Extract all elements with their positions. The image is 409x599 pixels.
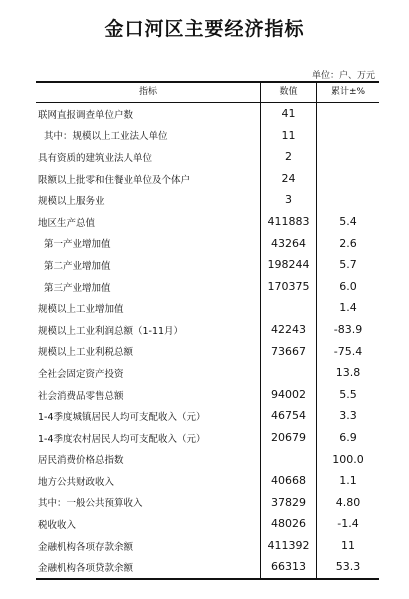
row-indicator: 规模以上工业利税总额 [38, 347, 134, 359]
row-value: 40668 [260, 470, 317, 492]
table-row [36, 341, 379, 363]
row-value: 411392 [260, 535, 317, 557]
row-value: 66313 [260, 556, 317, 578]
table-row [36, 513, 379, 535]
row-indicator: 金融机构各项存款余额 [38, 541, 134, 553]
table-row [36, 233, 379, 255]
row-value [260, 362, 317, 384]
row-indicator: 第三产业增加值 [44, 282, 111, 294]
row-value: 198244 [260, 254, 317, 276]
header-cumulative: 累计±% [330, 87, 366, 97]
row-indicator: 限额以上批零和住餐业单位及个体户 [38, 174, 191, 186]
row-cumulative: 6.9 [339, 430, 357, 444]
row-indicator: 居民消费价格总指数 [38, 455, 124, 467]
row-cumulative: 1.1 [339, 474, 357, 488]
row-cumulative [317, 103, 379, 125]
table-header [36, 83, 379, 103]
row-indicator: 规模以上服务业 [38, 196, 105, 208]
row-value: 20679 [260, 427, 317, 449]
row-indicator: 联网直报调查单位户数 [38, 109, 134, 121]
row-cumulative: 2.6 [339, 236, 357, 250]
row-cumulative: 6.0 [339, 279, 357, 293]
row-value: 73667 [260, 341, 317, 363]
header-indicator: 指标 [138, 87, 157, 97]
row-value [260, 297, 317, 319]
row-indicator: 其中：规模以上工业法人单位 [44, 131, 168, 143]
row-value: 24 [260, 168, 317, 190]
table-row [36, 319, 379, 341]
row-cumulative: 4.80 [335, 495, 361, 509]
row-value: 170375 [260, 276, 317, 298]
table-row [36, 211, 379, 233]
row-cumulative: 11 [341, 538, 355, 552]
row-cumulative: -75.4 [333, 344, 363, 358]
row-cumulative [317, 189, 379, 211]
table-row [36, 103, 379, 125]
row-value: 41 [260, 103, 317, 125]
table-row [36, 276, 379, 298]
row-cumulative: -1.4 [337, 517, 359, 531]
row-value: 2 [260, 146, 317, 168]
table-row [36, 449, 379, 471]
row-cumulative: 100.0 [332, 452, 364, 466]
table-row [36, 427, 379, 449]
table-row [36, 492, 379, 514]
row-cumulative: 5.7 [339, 258, 357, 272]
table-row [36, 168, 379, 190]
row-indicator: 地方公共财政收入 [38, 476, 115, 488]
table-body [36, 103, 379, 578]
row-value: 411883 [260, 211, 317, 233]
table-row [36, 189, 379, 211]
row-cumulative [317, 125, 379, 147]
page-title: 金口河区主要经济指标 [104, 18, 305, 40]
row-indicator: 1-4季度城镇居民人均可支配收入（元） [38, 412, 206, 424]
row-value [260, 449, 317, 471]
row-value: 46754 [260, 405, 317, 427]
row-indicator: 第二产业增加值 [44, 260, 111, 272]
row-indicator: 其中：一般公共预算收入 [38, 498, 143, 510]
table-row [36, 384, 379, 406]
table-row [36, 535, 379, 557]
row-indicator: 金融机构各项贷款余额 [38, 563, 134, 575]
table-row [36, 254, 379, 276]
row-value: 11 [260, 125, 317, 147]
row-cumulative [317, 146, 379, 168]
row-indicator: 具有资质的建筑业法人单位 [38, 152, 153, 164]
table-row [36, 556, 379, 578]
row-indicator: 地区生产总值 [38, 217, 96, 229]
row-indicator: 第一产业增加值 [44, 239, 111, 251]
row-indicator: 规模以上工业利润总额（1-11月） [38, 325, 184, 337]
table-row [36, 297, 379, 319]
row-cumulative: 3.3 [339, 409, 357, 423]
row-cumulative: 5.4 [339, 214, 357, 228]
row-indicator: 规模以上工业增加值 [38, 304, 124, 316]
row-cumulative: 1.4 [339, 301, 357, 315]
header-value: 数值 [260, 83, 317, 102]
row-value: 43264 [260, 233, 317, 255]
table-row [36, 405, 379, 427]
unit-note: 单位：户、万元 [311, 71, 375, 81]
row-indicator: 税收收入 [38, 520, 77, 532]
row-value: 3 [260, 189, 317, 211]
row-cumulative [317, 168, 379, 190]
row-indicator: 全社会固定资产投资 [38, 368, 124, 380]
row-value: 42243 [260, 319, 317, 341]
row-value: 48026 [260, 513, 317, 535]
row-cumulative: 13.8 [335, 366, 361, 380]
row-indicator: 1-4季度农村居民人均可支配收入（元） [38, 433, 206, 445]
table-row [36, 125, 379, 147]
row-cumulative: 5.5 [339, 387, 357, 401]
row-cumulative: -83.9 [333, 322, 363, 336]
row-indicator: 社会消费品零售总额 [38, 390, 124, 402]
table-row [36, 470, 379, 492]
row-value: 37829 [260, 492, 317, 514]
table-row [36, 362, 379, 384]
row-value: 94002 [260, 384, 317, 406]
indicator-table [36, 81, 379, 580]
row-cumulative: 53.3 [335, 560, 361, 574]
table-row [36, 146, 379, 168]
